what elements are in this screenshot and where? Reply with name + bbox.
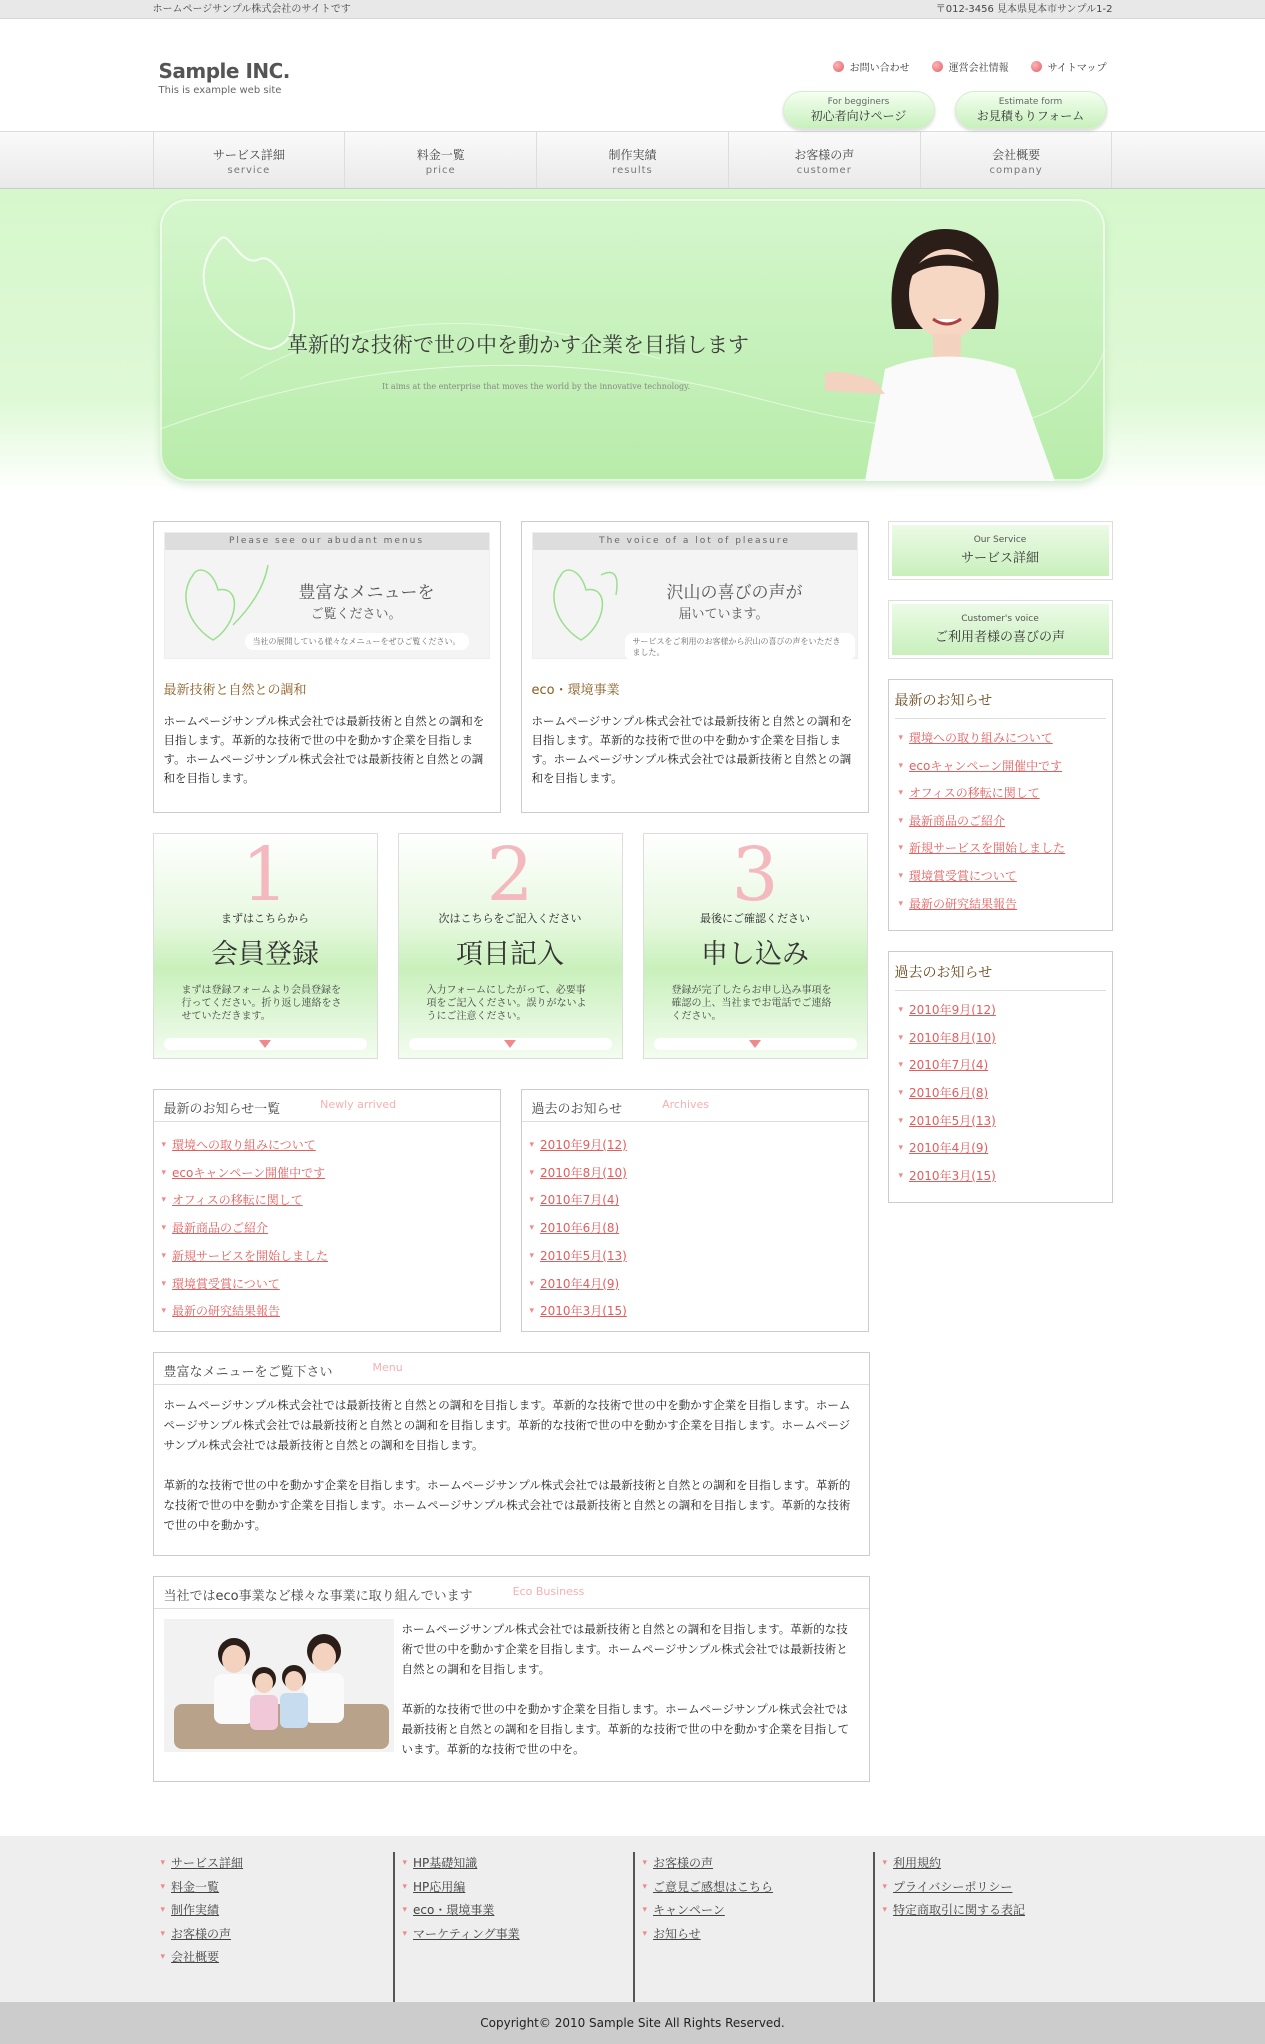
sidebar-archives (888, 951, 1113, 1203)
sidebar-archives-title: 過去のお知らせ (895, 962, 1106, 991)
link[interactable]: ▾ 2010年3月(15) (909, 1168, 996, 1183)
link[interactable]: ▾ 最新の研究結果報告 (172, 1304, 281, 1319)
link[interactable]: ▾ 新規サービスを開始しました (172, 1248, 329, 1263)
link[interactable]: ▾ マーケティング事業 (413, 1926, 520, 1941)
footer-link[interactable] (161, 1852, 393, 1876)
logo-tagline: This is example web site (158, 85, 282, 96)
list-item[interactable] (530, 1215, 860, 1243)
paragraph: 革新的な技術で世の中を動かす企業を目指します。ホームページサンプル株式会社では最新技術と自然との調和を目指します。革新的な技術で世の中を動かす企業を目指しています。革新的な技術で世の中を。 (401, 1702, 850, 1756)
footer-col-4 (873, 1852, 1113, 2002)
menu-box-title: 豊富なメニューをご覧下さい (163, 1365, 333, 1380)
footer-link[interactable] (161, 1876, 393, 1900)
bullet-icon (932, 61, 943, 72)
archives-title: 過去のお知らせ (531, 1102, 623, 1117)
beginners-button[interactable]: For begginers 初心者向けページ (783, 91, 935, 129)
link[interactable]: ▾ 最新の研究結果報告 (909, 896, 1018, 911)
link[interactable]: ▾ オフィスの移転に関して (172, 1193, 303, 1208)
link[interactable]: ▾ 環境への取り組みについて (172, 1138, 316, 1152)
link[interactable]: ▾ 2010年6月(8) (540, 1221, 620, 1236)
footer-link[interactable] (643, 1876, 873, 1900)
list-item[interactable] (162, 1215, 492, 1243)
list-item[interactable] (899, 808, 1106, 836)
company-info-link[interactable]: 運営会社情報 (932, 59, 1009, 74)
sitemap-link[interactable]: サイトマップ (1031, 59, 1107, 74)
news-title: 最新のお知らせ一覧 (163, 1102, 281, 1117)
list-item[interactable] (530, 1298, 860, 1326)
link[interactable]: ▾ プライバシーポリシー (893, 1879, 1013, 1894)
footer-link[interactable] (883, 1899, 1113, 1923)
feature-heading: eco・環境事業 (531, 683, 620, 698)
footer-link[interactable] (643, 1852, 873, 1876)
link[interactable]: ▾ お客様の声 (171, 1926, 232, 1941)
step-2[interactable]: 2 次はこちらをご記入ください 項目記入 入力フォームにしたがって、必要事項をご記入ください。誤りがないようにご注意ください。 (398, 833, 623, 1059)
sidebar-news (888, 679, 1113, 931)
sidebar-news-title: 最新のお知らせ (895, 690, 1106, 719)
list-item[interactable] (899, 1108, 1106, 1136)
link[interactable]: ▾ オフィスの移転に関して (909, 786, 1040, 801)
footer-link[interactable] (403, 1876, 633, 1900)
list-item[interactable] (899, 1025, 1106, 1053)
link[interactable]: ▾ キャンペーン (653, 1903, 725, 1917)
nav-item-customer[interactable]: お客様の声 customer (729, 132, 921, 188)
top-bar (0, 0, 1265, 19)
list-item[interactable] (899, 1163, 1106, 1191)
link[interactable]: ▾ HP応用編 (413, 1879, 466, 1894)
list-item[interactable] (162, 1160, 492, 1188)
list-item[interactable] (899, 725, 1106, 753)
news-list-box: 最新のお知らせ一覧 Newly arrived ▾ 環境への取り組みについて ▾ ecoキャンペーン開催中です ▾ オフィスの移転に関して ▾ 最新商品のご紹介 ▾ 新規サービスを開始しました ▾ 環境賞受賞について ▾ 最新の研究結果報告 (153, 1089, 501, 1332)
step-3[interactable]: 3 最後にご確認ください 申し込み 登録が完了したらお申し込み事項を確認の上、当社までお電話でご連絡ください。 (643, 833, 868, 1059)
list-item[interactable] (899, 1080, 1106, 1108)
list-item[interactable] (162, 1132, 492, 1160)
archives-list (522, 1122, 868, 1326)
link[interactable]: ▾ 料金一覧 (171, 1879, 220, 1894)
arrow-down-icon (749, 1040, 761, 1048)
link[interactable]: ▾ 環境への取り組みについて (909, 731, 1053, 745)
link[interactable]: ▾ 2010年4月(9) (909, 1141, 989, 1156)
utility-links (833, 59, 1107, 74)
eco-box: 当社ではeco事業など様々な事業に取り組んでいます Eco Business ホームページサンプル株式会社では最新技術と自然との調和を目指します。革新的な技術で世の中を動かす企業を目指します。ホームページサンプル株式会社では最新技術と自然との調和を目指します。 革新的な技術で世の中を動かす企業を目指します。ホームページサンプル株式会社では最新技術と自然との調和を目指します。革新的な技術で世の中を動かす企業を目指しています。革新的な技術で世の中を。 (153, 1576, 870, 1782)
link[interactable]: ▾ 会社概要 (171, 1950, 220, 1964)
family-photo (164, 1619, 394, 1752)
footer-link[interactable] (403, 1923, 633, 1947)
link[interactable]: ▾ 最新商品のご紹介 (172, 1221, 269, 1236)
list-item[interactable] (530, 1187, 860, 1215)
steps (153, 833, 870, 1059)
footer-link[interactable] (643, 1923, 873, 1947)
link[interactable]: ▾ お知らせ (653, 1926, 701, 1941)
link[interactable]: ▾ 特定商取引に関する表記 (893, 1903, 1026, 1917)
hero-subtitle: It aims at the enterprise that moves the world by the innovative technology. (382, 382, 691, 391)
list-item[interactable] (899, 863, 1106, 891)
paragraph: 革新的な技術で世の中を動かす企業を目指します。ホームページサンプル株式会社では最新技術と自然との調和を目指します。革新的な技術で世の中を動かす企業を目指します。ホームページサンプル株式会社では最新技術と自然との調和を目指します。革新的な技術で世の中を動かす。 (163, 1478, 851, 1532)
eco-box-title: 当社ではeco事業など様々な事業に取り組んでいます (163, 1589, 473, 1604)
feature-body: ホームページサンプル株式会社では最新技術と自然との調和を目指します。革新的な技術で世の中を動かす企業を目指します。ホームページサンプル株式会社では最新技術と自然との調和を目指します。 (163, 714, 485, 785)
archives-list-box: 過去のお知らせ Archives ▾ 2010年9月(12) ▾ 2010年8月(10) ▾ 2010年7月(4) ▾ 2010年6月(8) ▾ 2010年5月(13) ▾ 2010年4月(9) ▾ 2010年3月(15) (521, 1089, 869, 1332)
footer (0, 1836, 1265, 2044)
link[interactable]: ▾ 2010年5月(13) (909, 1113, 996, 1128)
list-item[interactable] (530, 1132, 860, 1160)
sidebar (888, 521, 1113, 1223)
link[interactable]: ▾ 2010年8月(10) (909, 1030, 996, 1045)
step-1[interactable]: 1 まずはこちらから 会員登録 まずは登録フォームより会員登録を行ってください。折り返し連絡をさせていただきます。 (153, 833, 378, 1059)
copyright: Copyright© 2010 Sample Site All Rights Reserved. (0, 2002, 1265, 2044)
hero (0, 189, 1265, 491)
link[interactable]: ▾ 2010年9月(12) (909, 1003, 996, 1018)
link[interactable]: ▾ ご意見ご感想はこちら (653, 1879, 774, 1894)
list-item[interactable] (530, 1160, 860, 1188)
paragraph: ホームページサンプル株式会社では最新技術と自然との調和を目指します。革新的な技術で世の中を動かす企業を目指します。ホームページサンプル株式会社では最新技術と自然との調和を目指します。 (401, 1622, 848, 1676)
footer-col-3 (633, 1852, 873, 2002)
feature-voice (521, 521, 869, 813)
link[interactable]: ▾ 2010年7月(4) (909, 1058, 989, 1073)
list-item[interactable] (899, 891, 1106, 919)
hero-woman-image (825, 209, 1085, 481)
footer-link[interactable] (403, 1899, 633, 1923)
contact-link[interactable]: お問い合わせ (833, 59, 910, 74)
list-item[interactable] (899, 780, 1106, 808)
nav-item-price[interactable]: 料金一覧 price (345, 132, 537, 188)
footer-link[interactable] (403, 1852, 633, 1876)
list-item[interactable] (899, 753, 1106, 781)
nav-item-service[interactable]: サービス詳細 service (154, 132, 346, 188)
footer-link[interactable] (643, 1899, 873, 1923)
list-item[interactable] (530, 1243, 860, 1271)
link[interactable]: ▾ 環境賞受賞について (172, 1276, 280, 1291)
link[interactable]: ▾ HP基礎知識 (413, 1856, 478, 1870)
link[interactable]: ▾ 2010年8月(10) (540, 1165, 627, 1180)
arrow-down-icon (504, 1040, 516, 1048)
link[interactable]: ▾ 2010年3月(15) (540, 1304, 627, 1319)
footer-col-1 (153, 1852, 393, 2002)
footer-col-2 (393, 1852, 633, 2002)
list-item[interactable] (162, 1271, 492, 1299)
list-item[interactable] (899, 835, 1106, 863)
site-description: ホームページサンプル株式会社のサイトです (152, 4, 351, 15)
menu-text-box: 豊富なメニューをご覧下さい Menu ホームページサンプル株式会社では最新技術と自然との調和を目指します。革新的な技術で世の中を動かす企業を目指します。ホームページサンプル株式会社では最新技術と自然との調和を目指します。革新的な技術で世の中を動かす企業を目指します。ホームページサンプル株式会社では最新技術と自然との調和を目指します。 革新的な技術で世の中を動かす企業を目指します。ホームページサンプル株式会社では最新技術と自然との調和を目指します。革新的な技術で世の中を動かす企業を目指します。ホームページサンプル株式会社では最新技術と自然との調和を目指します。革新的な技術で世の中を動かす。 (153, 1352, 870, 1556)
link[interactable]: ▾ 利用規約 (893, 1856, 942, 1870)
bullet-icon (833, 61, 844, 72)
list-item[interactable] (162, 1187, 492, 1215)
header (153, 19, 1113, 131)
list-item[interactable] (162, 1298, 492, 1326)
link[interactable]: ▾ ecoキャンペーン開催中です (909, 758, 1063, 773)
hero-panel (160, 199, 1105, 481)
footer-link[interactable] (161, 1923, 393, 1947)
feature-heading: 最新技術と自然との調和 (163, 683, 307, 698)
address: 〒012-3456 見本県見本市サンプル1-2 (935, 4, 1113, 15)
link[interactable]: ▾ 環境賞受賞について (909, 868, 1017, 883)
sidebar-service-button[interactable]: Our Service サービス詳細 (888, 521, 1113, 580)
link[interactable]: ▾ お客様の声 (653, 1856, 714, 1870)
link[interactable]: ▾ 2010年7月(4) (540, 1193, 620, 1208)
bullet-icon (1031, 61, 1042, 72)
link[interactable]: ▾ 2010年9月(12) (540, 1138, 627, 1152)
footer-link[interactable] (883, 1876, 1113, 1900)
link[interactable]: ▾ サービス詳細 (171, 1856, 244, 1870)
feature-body: ホームページサンプル株式会社では最新技術と自然との調和を目指します。革新的な技術で世の中を動かす企業を目指します。ホームページサンプル株式会社では最新技術と自然との調和を目指します。 (531, 714, 853, 785)
feature-menu (153, 521, 501, 813)
link[interactable]: ▾ 2010年6月(8) (909, 1085, 989, 1100)
feature-banner[interactable]: The voice of a lot of pleasure 沢山の喜びの声が 届いています。 サービスをご利用のお客様から沢山の喜びの声をいただきました。 (532, 532, 858, 659)
footer-link[interactable] (161, 1946, 393, 1970)
footer-link[interactable] (161, 1899, 393, 1923)
link[interactable]: ▾ 2010年4月(9) (540, 1276, 620, 1291)
link[interactable]: ▾ 最新商品のご紹介 (909, 813, 1006, 828)
logo[interactable] (159, 59, 290, 96)
nav-item-results[interactable]: 制作実績 results (537, 132, 729, 188)
sidebar-voice-button[interactable]: Customer's voice ご利用者様の喜びの声 (888, 600, 1113, 659)
link[interactable]: ▾ ecoキャンペーン開催中です (172, 1165, 326, 1180)
nav-item-company[interactable]: 会社概要 company (921, 132, 1113, 188)
list-item[interactable] (899, 997, 1106, 1025)
feature-banner[interactable]: Please see our abudant menus 豊富なメニューを ご覧ください。 当社の展開している様々なメニューをぜひご覧ください。 (164, 532, 490, 659)
link[interactable]: ▾ 新規サービスを開始しました (909, 841, 1066, 856)
hero-title: 革新的な技術で世の中を動かす企業を目指します (287, 333, 749, 357)
content-column (153, 521, 870, 1782)
paragraph: ホームページサンプル株式会社では最新技術と自然との調和を目指します。革新的な技術で世の中を動かす企業を目指します。ホームページサンプル株式会社では最新技術と自然との調和を目指します。革新的な技術で世の中を動かす企業を目指します。ホームページサンプル株式会社では最新技術と自然との調和を目指します。 (163, 1398, 851, 1452)
footer-link[interactable] (883, 1852, 1113, 1876)
link[interactable]: ▾ 制作実績 (171, 1903, 220, 1917)
list-item[interactable] (899, 1135, 1106, 1163)
arrow-down-icon (259, 1040, 271, 1048)
list-item[interactable] (530, 1271, 860, 1299)
link[interactable]: ▾ eco・環境事業 (413, 1903, 495, 1917)
estimate-form-button[interactable]: Estimate form お見積もりフォーム (955, 91, 1107, 129)
list-item[interactable] (899, 1052, 1106, 1080)
logo-text: Sample INC. (158, 59, 290, 83)
link[interactable]: ▾ 2010年5月(13) (540, 1248, 627, 1263)
global-nav (0, 131, 1265, 189)
list-item[interactable] (162, 1243, 492, 1271)
news-list (154, 1122, 500, 1326)
